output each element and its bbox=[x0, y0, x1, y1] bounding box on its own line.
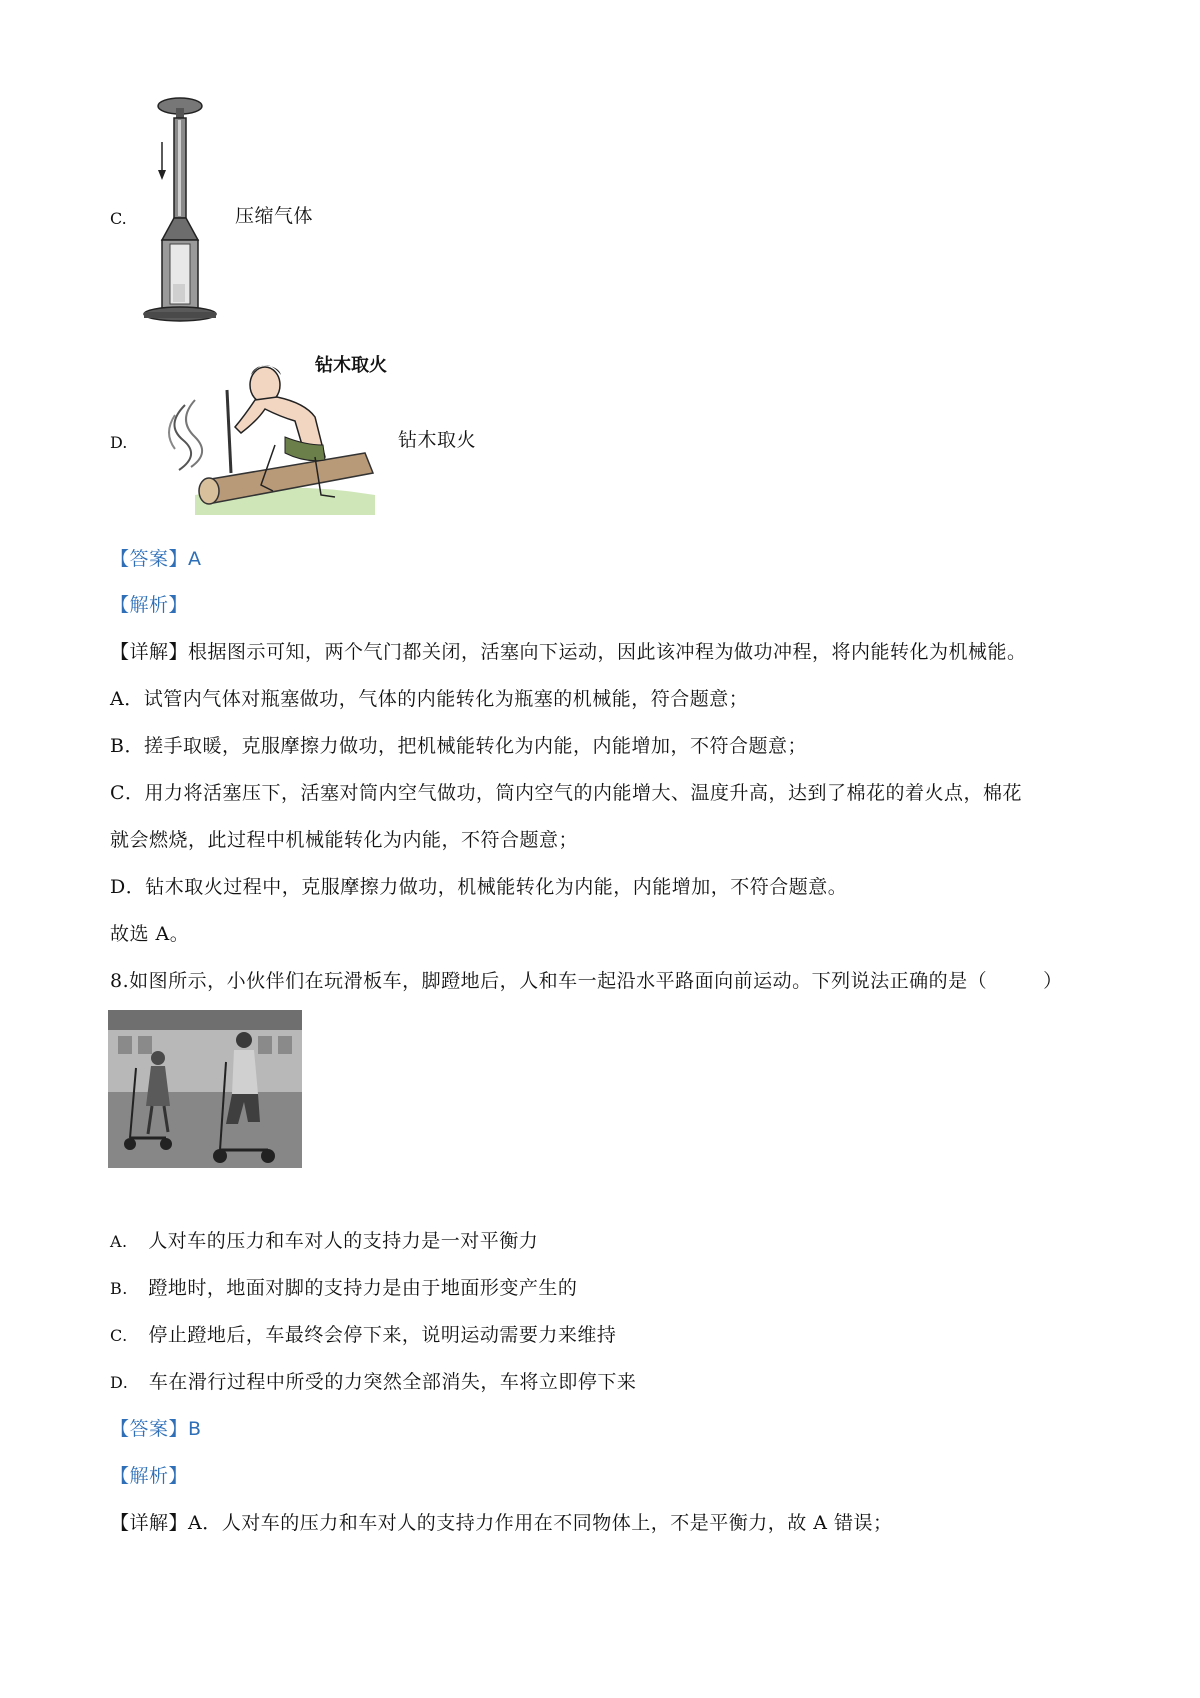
q7-line-a: A．试管内气体对瓶塞做功，气体的内能转化为瓶塞的机械能，符合题意； bbox=[110, 688, 749, 710]
option-text: 人对车的压力和车对人的支持力是一对平衡力 bbox=[148, 1230, 539, 1252]
q8-detail-line bbox=[110, 1514, 893, 1533]
option-d-label: 钻木取火 bbox=[398, 429, 477, 451]
q7-conclusion: 故选 A。 bbox=[110, 923, 190, 945]
option-letter: B. bbox=[110, 1279, 128, 1298]
q8-stem-close: ） bbox=[1043, 970, 1063, 992]
option-letter: C. bbox=[110, 1326, 128, 1345]
q7-line-c-cont: 就会燃烧，此过程中机械能转化为内能，不符合题意； bbox=[110, 829, 579, 851]
drilling-wood-fire-figure bbox=[165, 345, 395, 530]
q8-option-a bbox=[110, 1232, 538, 1251]
answer-tag: 【答案】 bbox=[110, 1418, 189, 1440]
figure-caption: 钻木取火 bbox=[315, 355, 387, 376]
q8-answer-line bbox=[110, 1420, 202, 1439]
q8-option-c bbox=[110, 1326, 616, 1345]
option-c-label: 压缩气体 bbox=[235, 205, 314, 227]
detail-text: A．人对车的压力和车对人的支持力作用在不同物体上，不是平衡力，故 A 错误； bbox=[188, 1512, 893, 1534]
option-text: 车在滑行过程中所受的力突然全部消失，车将立即停下来 bbox=[148, 1371, 637, 1393]
q8-stem-text: 8.如图所示，小伙伴们在玩滑板车，脚蹬地后，人和车一起沿水平路面向前运动。下列说法正确的是（ bbox=[110, 970, 988, 992]
detail-text: 根据图示可知，两个气门都关闭，活塞向下运动，因此该冲程为做功冲程，将内能转化为机械能。 bbox=[188, 641, 1027, 663]
q7-detail-line bbox=[110, 643, 1027, 662]
q8-stem bbox=[110, 972, 1063, 991]
detail-tag: 【详解】 bbox=[110, 641, 189, 663]
q8-option-d bbox=[110, 1373, 636, 1392]
detail-tag: 【详解】 bbox=[110, 1512, 189, 1534]
answer-value: A bbox=[188, 548, 202, 570]
analysis-tag: 【解析】 bbox=[110, 594, 189, 616]
option-letter: A. bbox=[110, 1232, 128, 1251]
option-text: 蹬地时，地面对脚的支持力是由于地面形变产生的 bbox=[148, 1277, 578, 1299]
option-letter: D. bbox=[110, 1373, 129, 1392]
q8-option-b bbox=[110, 1279, 577, 1298]
option-c-letter: C. bbox=[110, 209, 127, 228]
compression-syringe-figure bbox=[140, 92, 220, 332]
analysis-tag: 【解析】 bbox=[110, 1465, 189, 1487]
q7-line-d: D．钻木取火过程中，克服摩擦力做功，机械能转化为内能，内能增加，不符合题意。 bbox=[110, 876, 848, 898]
q7-answer-line bbox=[110, 550, 202, 569]
answer-value: B bbox=[188, 1418, 202, 1440]
q7-line-c: C．用力将活塞压下，活塞对筒内空气做功，筒内空气的内能增大、温度升高，达到了棉花的着火点，棉花 bbox=[110, 782, 1023, 804]
option-d-letter: D. bbox=[110, 433, 128, 452]
answer-tag: 【答案】 bbox=[110, 548, 189, 570]
q7-line-b: B．搓手取暖，克服摩擦力做功，把机械能转化为内能，内能增加，不符合题意； bbox=[110, 735, 807, 757]
scooter-kids-photo bbox=[108, 1010, 302, 1168]
option-text: 停止蹬地后，车最终会停下来，说明运动需要力来维持 bbox=[148, 1324, 617, 1346]
